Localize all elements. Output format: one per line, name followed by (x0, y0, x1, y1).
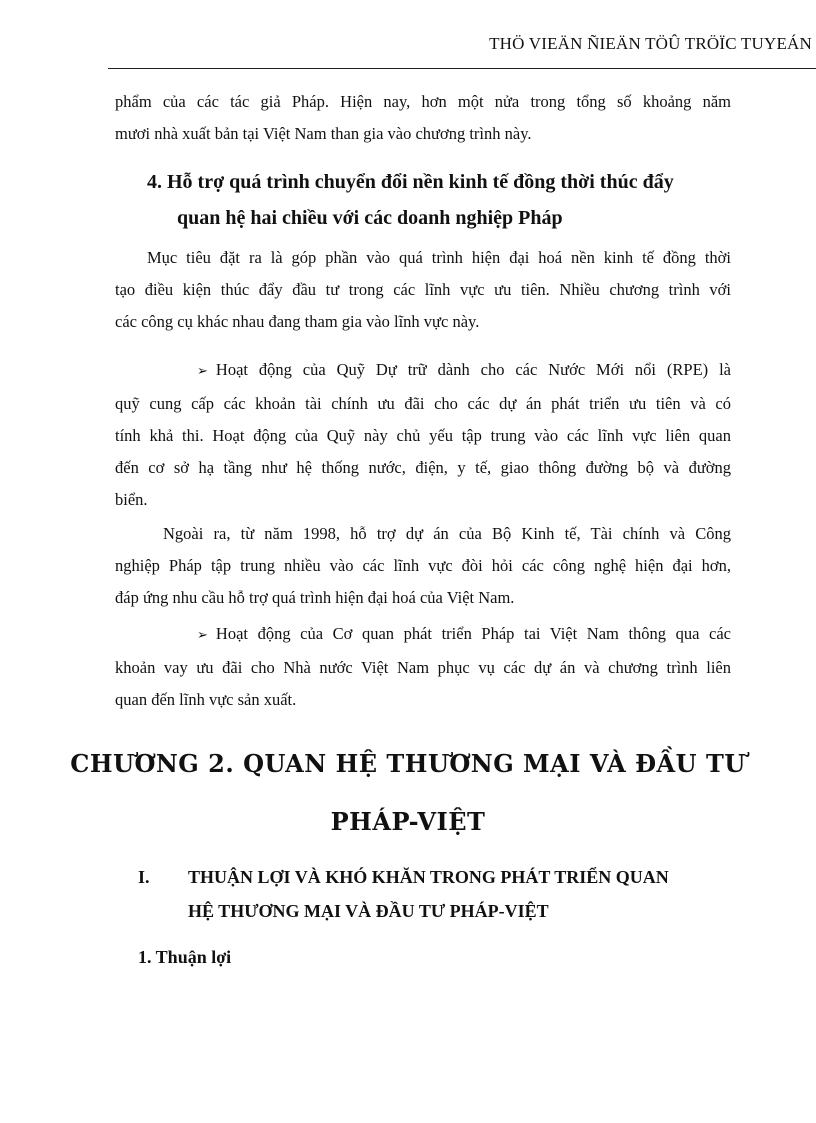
part-numeral: I. (138, 867, 150, 887)
text-line: đến cơ sở hạ tầng như hệ thống nước, điện, y tế, giao thông đường bộ và đường (115, 458, 731, 477)
text-line: tạo điều kiện thúc đẩy đầu tư trong các lĩnh vực ưu tiên. Nhiều chương trình với (115, 280, 731, 299)
text-line: đáp ứng nhu cầu hỗ trợ quá trình hiện đại hoá của Việt Nam. (115, 588, 515, 607)
part-heading-line: THUẬN LỢI VÀ KHÓ KHĂN TRONG PHÁT TRIỂN QUAN (188, 867, 669, 887)
text-line-content: Hoạt động của Cơ quan phát triển Pháp tai Việt Nam thông qua các (215, 624, 731, 643)
bullet-paragraph-rpe (115, 354, 731, 516)
text-line: quỹ cung cấp các khoản tài chính ưu đãi cho các dự án phát triển ưu tiên và có (115, 394, 731, 413)
text-line (115, 354, 731, 388)
intro-paragraph (115, 86, 731, 150)
chapter-title-line: CHƯƠNG 2. QUAN HỆ THƯƠNG MẠI VÀ ĐẦU TƯ (70, 749, 746, 778)
section-heading-4 (147, 164, 737, 236)
text-line: Ngoài ra, từ năm 1998, hỗ trợ dự án của Bộ Kinh tế, Tài chính và Công (163, 524, 731, 543)
section-heading-line: 4. Hỗ trợ quá trình chuyển đổi nền kinh tế đồng thời thúc đẩy (147, 171, 674, 193)
section-heading-line: quan hệ hai chiều với các doanh nghiệp Pháp (177, 207, 563, 229)
text-line: quan đến lĩnh vực sản xuất. (115, 690, 297, 709)
section4-paragraph-1 (115, 242, 731, 338)
text-line: phẩm của các tác giả Pháp. Hiện nay, hơn một nửa trong tổng số khoảng năm (115, 92, 731, 111)
text-line: biển. (115, 490, 148, 509)
text-line (115, 618, 731, 652)
text-line: các công cụ khác nhau đang tham gia vào lĩnh vực này. (115, 312, 480, 331)
text-line: tính khả thi. Hoạt động của Quỹ này chủ yếu tập trung vào các lĩnh vực liên quan (115, 426, 731, 445)
part-heading-line: HỆ THƯƠNG MẠI VÀ ĐẦU TƯ PHÁP-VIỆT (188, 901, 549, 921)
part-heading (138, 860, 738, 928)
arrow-bullet-icon: ➢ (197, 628, 208, 643)
text-line: Mục tiêu đặt ra là góp phần vào quá trình hiện đại hoá nền kinh tế đồng thời (147, 248, 731, 267)
text-line: khoản vay ưu đãi cho Nhà nước Việt Nam phục vụ các dự án và chương trình liên (115, 658, 731, 677)
bullet-paragraph-afd (115, 618, 731, 716)
text-line: nghiệp Pháp tập trung nhiều vào các lĩnh vực đòi hỏi các công nghệ hiện đại hơn, (115, 556, 731, 575)
chapter-title (0, 740, 816, 846)
text-line: mươi nhà xuất bản tại Việt Nam than gia vào chương trình này. (115, 124, 532, 143)
arrow-bullet-icon: ➢ (197, 364, 208, 379)
section4-paragraph-2 (115, 518, 731, 614)
header-rule (108, 68, 816, 69)
chapter-title-line: PHÁP-VIỆT (330, 807, 486, 836)
subsection-heading: 1. Thuận lợi (138, 947, 232, 967)
text-line-content: Hoạt động của Quỹ Dự trữ dành cho các Nước Mới nổi (RPE) là (215, 360, 731, 379)
running-header: THÖ VIEÄN ÑIEÄN TÖÛ TRÖÏC TUYEÁN (489, 34, 812, 53)
